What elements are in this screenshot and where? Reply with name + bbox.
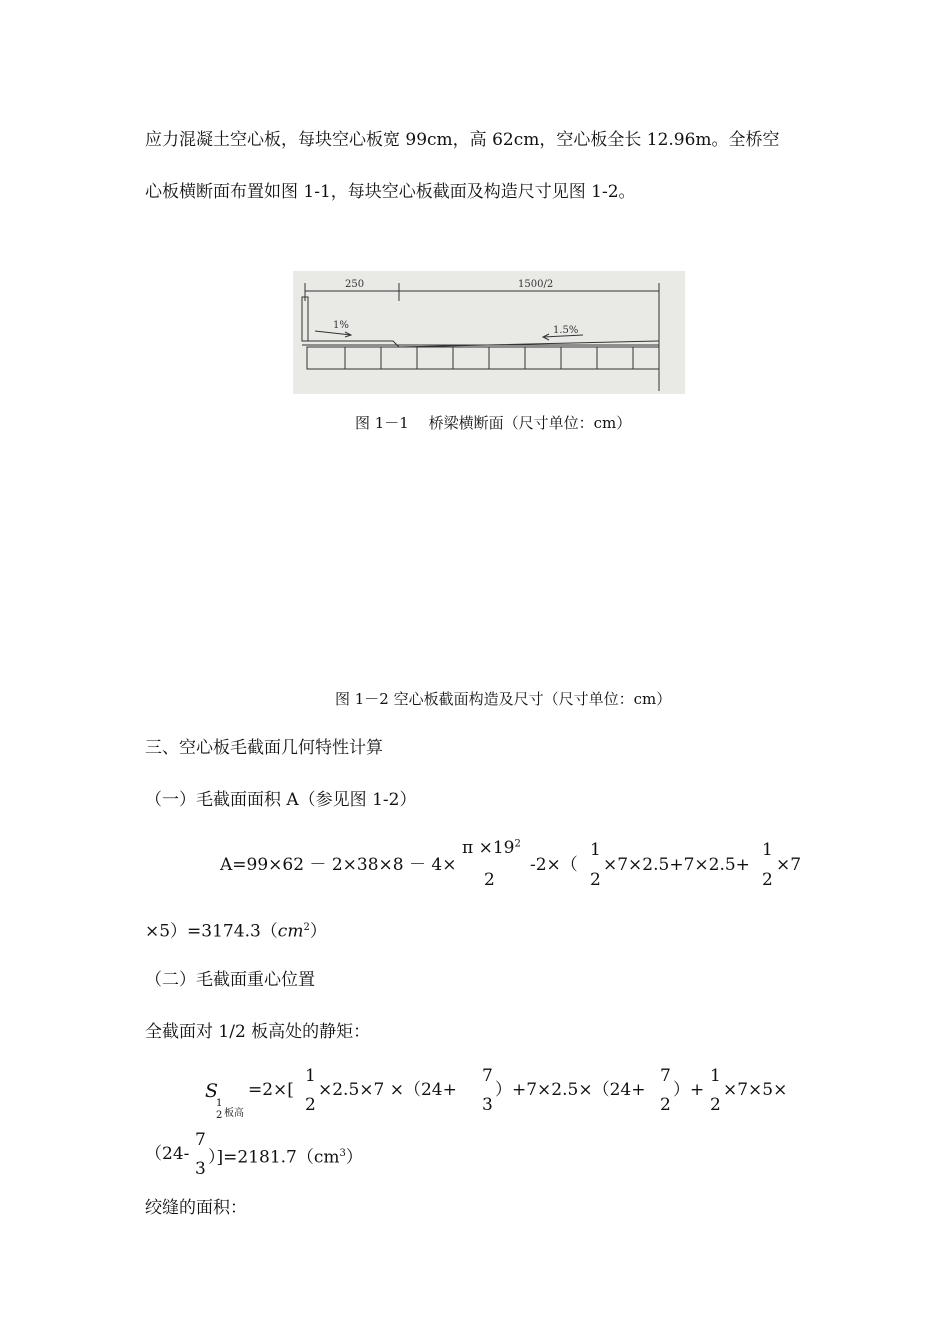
eq-s-rhs1: =2×[ xyxy=(248,1080,294,1100)
eq-s-sub-num: 1 xyxy=(216,1098,223,1109)
figure-2-caption: 图 1－2 空心板截面构造及尺寸（尺寸单位：cm） xyxy=(335,690,672,708)
eq-s-f5-num: 7 xyxy=(195,1130,206,1150)
eq-a-frac2-den: 2 xyxy=(762,870,773,890)
eq-a-frac2-num: 1 xyxy=(762,840,773,860)
eq-s-line2-a: （24- xyxy=(145,1144,190,1164)
eq-s-f4-den: 2 xyxy=(710,1095,721,1115)
subsection-1-heading: （一）毛截面面积 A（参见图 1-2） xyxy=(145,790,417,810)
dim-left-label: 250 xyxy=(345,279,365,290)
eq-a-lhs: A=99×62 － 2×38×8 － 4× xyxy=(220,855,457,875)
eq-s-f2-num: 7 xyxy=(482,1066,493,1086)
eq-s-f3-den: 2 xyxy=(660,1095,671,1115)
slope-right-label: 1.5% xyxy=(553,325,579,336)
eq-s-f2-den: 3 xyxy=(482,1095,493,1115)
eq-s-f5-den: 3 xyxy=(195,1159,206,1179)
eq-a-pi-numerator: $\pi \times 19^2$ xyxy=(462,838,521,858)
eq-s-rhs2: ×2.5×7 ×（24+ xyxy=(318,1080,457,1100)
eq-s-f3-num: 7 xyxy=(660,1066,671,1086)
paragraph-line-1: 应力混凝土空心板，每块空心板宽 99cm，高 62cm，空心板全长 12.96m。全桥空 xyxy=(145,130,780,150)
eq-a-tail: ×7 xyxy=(776,855,802,875)
paragraph-line-2: 心板横断面布置如图 1-1，每块空心板截面及构造尺寸见图 1-2。 xyxy=(145,182,636,202)
eq-a-frac1-den: 2 xyxy=(590,870,601,890)
eq-a-pi-denominator: 2 xyxy=(484,870,495,890)
eq-a-mid2: ×7×2.5+7×2.5+ xyxy=(603,855,750,875)
eq-s-sub-text: 板高 xyxy=(224,1108,244,1119)
joint-area-label: 绞缝的面积： xyxy=(145,1198,247,1218)
eq-s-symbol: S xyxy=(205,1080,219,1102)
slope-left-label: 1% xyxy=(333,320,349,331)
static-moment-intro: 全截面对 1/2 板高处的静矩： xyxy=(145,1022,371,1042)
eq-a-mid: -2×（ xyxy=(530,855,578,875)
eq-s-rhs5: ×7×5× xyxy=(723,1080,788,1100)
eq-s-f4-num: 1 xyxy=(710,1066,721,1086)
dim-right-label: 1500/2 xyxy=(518,279,554,290)
bridge-cross-section-figure xyxy=(293,271,685,394)
section-heading: 三、空心板毛截面几何特性计算 xyxy=(145,738,383,758)
figure-1-caption: 图 1－1 桥梁横断面（尺寸单位：cm） xyxy=(355,414,632,432)
eq-a-line2: $\times 5)=3174.3(cm^2)$ xyxy=(145,921,327,942)
subsection-2-heading: （二）毛截面重心位置 xyxy=(145,970,315,990)
eq-s-f1-num: 1 xyxy=(305,1066,316,1086)
eq-a-frac1-num: 1 xyxy=(590,840,601,860)
eq-s-sub-den: 2 xyxy=(216,1110,223,1121)
eq-s-rhs4: ）+ xyxy=(673,1080,705,1100)
eq-s-f1-den: 2 xyxy=(305,1095,316,1115)
eq-s-line2-b: ）]$=2181.7(cm^3)$ xyxy=(208,1147,363,1168)
eq-s-rhs3: ）+7×2.5×（24+ xyxy=(495,1080,646,1100)
